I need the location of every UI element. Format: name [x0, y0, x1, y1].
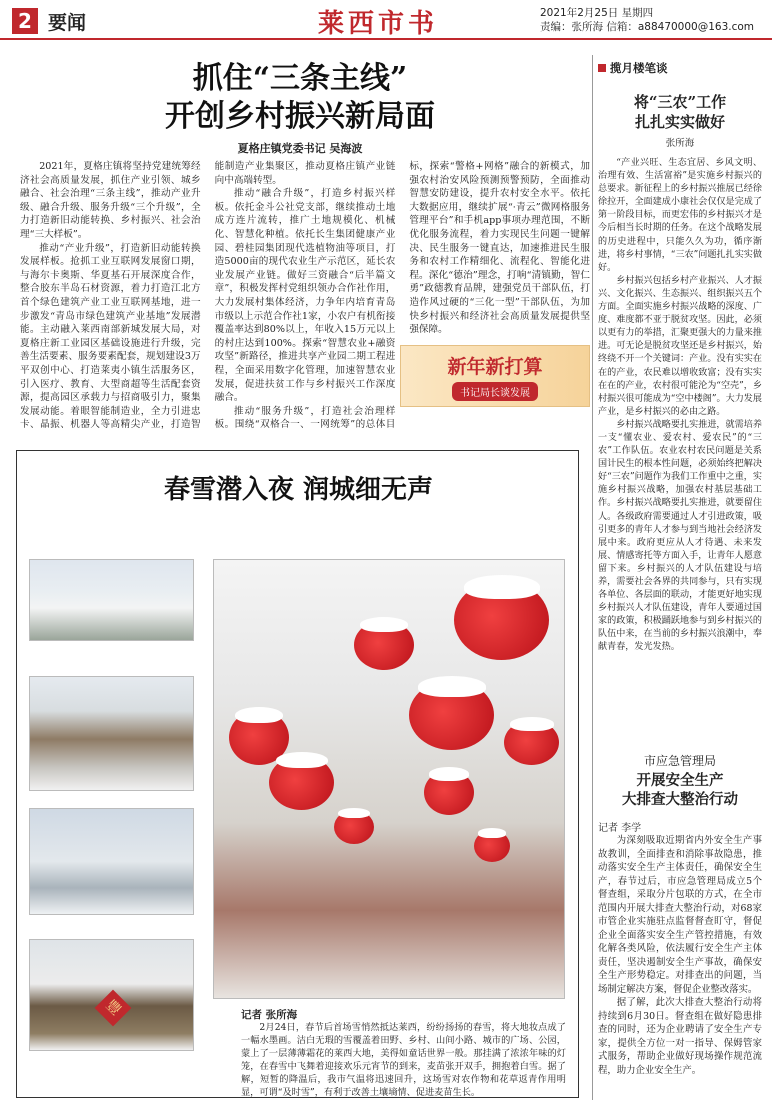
square-bullet-icon	[598, 64, 606, 72]
red-lantern	[334, 810, 374, 844]
photo-thatched-hut	[29, 939, 194, 1051]
issue-date: 2021年2月25日 星期四	[540, 7, 654, 19]
headline-line-2: 开创乡村振兴新局面	[165, 99, 435, 134]
headline-line-1: 抓住“三条主线”	[192, 61, 408, 96]
column-label: 揽月楼笔谈	[598, 60, 762, 76]
safety-kicker: 市应急管理局	[643, 754, 716, 768]
photo-caption: 2月24日，春节后首场雪悄然抵达莱西，纷纷扬扬的春雪，将大地妆点成了一幅水墨画。洁白无瑕的雪覆盖着田野、乡村、山间小路、城市的广场、公园，蒙上了一层薄薄霜花的莱西大地，美得如童话世界一般。那挂满了浓浓年味的灯笼，在春雪中飞舞着迎接欢乐元宵节的到来，麦苗张开双手，拥抱着白雪。据了解，短暂的降温后，我市气温将迅速回升，这场雪对农作物和花草返青作用明显，可谓“及时雪”，有利于改善土壤墒情、促进麦苗生长。	[241, 1022, 566, 1098]
banner-title: 新年新打算	[447, 356, 543, 378]
column-banner	[400, 345, 590, 407]
safety-title-line-2: 大排查大整治行动	[622, 791, 738, 808]
article-paragraph: 2021年，夏格庄镇将坚持党建统筹经济社会高质量发展，抓住产业引领、城乡融合、社会治理“三条主线”，推动产业升级、融合升级、服务升级“三个升级”，全力打造新旧动能转换、乡村振兴、社会治理“三大样板”。	[20, 161, 201, 240]
column-title-line-1: 将“三农”工作	[633, 93, 727, 111]
article-paragraph: 推动“服务升级”，打造社会治理样板。围绕“双格合一、一网统筹”的总体目标，探索“警格+网格”融合的新模式，加强农村治安风险预测预警预防，全面推动智慧安防建设，提升农村安全水平。依托大数据应用，继续扩展“·青云”微网格服务管理平台”和手机app事项办理范围，不断优化服务流程，着力实现民生问题一键解决、民生服务一键直达，加速推进民生服务和农村工作精细化、流程化、智能化进程。深化“德治”理念，打响“清镇勤，智仁勇”政德教育品牌，建强党员干部队伍，打造作风过硬的“三化一型”干部队伍，为加快乡村振兴和经济社会高质量发展提供坚强保障。	[214, 161, 590, 431]
issue-info	[540, 6, 754, 34]
page-number: 2	[12, 8, 38, 34]
page-header	[0, 0, 772, 40]
safety-title	[598, 771, 762, 809]
red-lantern	[454, 580, 549, 660]
photo-feature-title: 春雪潜入夜 润城细无声	[163, 475, 434, 505]
red-lantern	[424, 770, 474, 815]
safety-reporter: 记者 李学	[598, 823, 642, 834]
masthead-logo: 莱西市书	[318, 9, 439, 39]
editor-info: 责编：张所海 信箱：a88470000@163.com	[540, 21, 755, 33]
safety-paragraph: 为深刻吸取近期省内外安全生产事故教训，全面排查和消除事故隐患，推动落实安全生产主体责任，确保安全生产，春节过后，市应急管理局成立5个督查组，采取分片包联的方式，在全市范围内开展大排查大整治行动，对68家市管企业实施驻点监督督查盯守，督促企业全面落实安全生产管控措施，有效化解各类风险，依法履行安全生产主体责任，坚决遏制安全生产事故，确保安全生产形势稳定。对排查出的问题，当场制定解决方案，督促企业整改落实。	[598, 835, 762, 995]
photo-painted-wall	[29, 676, 194, 791]
safety-article	[598, 752, 762, 1077]
opinion-column	[598, 60, 762, 655]
photo-reporter: 记者 张所海	[241, 1009, 298, 1021]
column-paragraph: 乡村振兴战略要扎实推进，就需培养一支“懂农业、爱农村、爱农民”的“三农”工作队伍。农业农村农民问题是关系国计民生的根本性问题，必须始终把解决好“三农”问题作为我们工作重中之重，实施乡村振兴战略，加强农村基层基础工作。乡村振兴战略要扎实推进，就要留住人。各级政府需要通过人才引进政策，吸引更多的青年人才参与到当地社会经济发展中来。政府更应从人才待遇、未来发展、情感寄托等方面入手，让青年人愿意留下来。乡村振兴的人才队伍建设与培养，需要社会各界的共同参与，只有实现各单位、各层面的联动，才能更好地实现乡村振兴人才队伍建设，青年人要通过国家的政策，积极踊跃地参与到乡村振兴的队伍中来，在当前的乡村振兴浪潮中，奉献青春，发光发热。	[598, 419, 762, 653]
hut-sign: 豐	[95, 990, 132, 1027]
section-name: 要闻	[48, 12, 87, 34]
column-paragraph: “产业兴旺、生态宜居、乡风文明、治理有效、生活富裕”是实施乡村振兴的总要求。新征程上的乡村振兴推展已经徐徐拉开，全面建成小康社会仅仅是完成了第一阶段目标，而更宏伟的乡村振兴才是今后相当长时期的任务。在这个战略发展的历史进程中，只能久久为功，循序渐进，将乡村事情，“三农”问题扎扎实实做好。	[598, 158, 762, 273]
safety-body	[598, 834, 762, 1077]
safety-title-line-1: 开展安全生产	[636, 772, 724, 789]
column-title	[598, 92, 762, 132]
photo-red-lanterns	[213, 559, 565, 999]
red-lantern	[504, 720, 559, 765]
photo-snowy-field	[29, 559, 194, 641]
banner-subtitle: 书记局长谈发展	[452, 382, 538, 401]
main-headline	[0, 60, 600, 136]
photo-feature	[16, 450, 579, 1098]
column-paragraph: 乡村振兴包括乡村产业振兴、人才振兴、文化振兴、生态振兴、组织振兴五个方面。全面实施乡村振兴战略的深度、广度、难度都不亚于脱贫攻坚。因此，必须以更有力的举措，汇聚更强大的力量来推进。可无论是脱贫攻坚还是乡村振兴，始终绕不开一个关键词：产业。没有实实在在的产业，农民难以增收致富；没有实实在在的产业，农村很可能沦为“空壳”，乡村振兴很可能成为“空中楼阁”。大力发展产业，是乡村振兴的必由之路。	[598, 275, 762, 417]
column-title-line-2: 扎扎实实做好	[634, 113, 725, 131]
red-lantern	[409, 680, 494, 750]
photo-lakeside-pavilion	[29, 808, 194, 915]
column-divider	[592, 55, 593, 1100]
article-paragraph: 推动“融合升级”，打造乡村振兴样板。依托金斗公社党支部，继续推动土地成方连片流转，推广土地规模化、机械化、智慧化种植。依托长生集团健康产业园、碧桂园集团现代选植物油等项目，打造5000亩的现代农业生产示范区，延长农业发展产业链。做好三资融合“后半篇文章”，积极发挥村党组织领办合作社作用，大力发展村集体经济，力争年内培育青岛市级以上示范合作社1家，小农户有机衔接覆盖率达到80%以上，年收入15万元以上的村庄达到100%。探索“智慧农业+融资攻坚”新路径，推进共享产业园二期工程进程，全面采用数字化管理，加速智慧农业发展，促进扶贫工作与乡村振兴工作深度融合。	[214, 188, 396, 404]
red-lantern	[474, 830, 510, 862]
red-lantern	[269, 755, 334, 810]
safety-paragraph: 据了解，此次大排查大整治行动将持续到6月30日。督查组在做好隐患排查的同时，还为企业聘请了安全生产专家，提供全方位一对一指导、保姆管家式服务，帮助企业做好现场操作规范流程，助力企业安全生产。	[598, 997, 762, 1076]
red-lantern	[354, 620, 414, 670]
article-paragraph: 推动“产业升级”，打造新旧动能转换发展样板。抢抓工业互联网发展窗口期，与海尔卡奥斯、华夏基石开展深度合作，整合胶东半岛石材资源，着力打造江北方首个绿色建筑产业工业互联网基地，进一步激发“青岛市绿色建筑产业基地”发展潜能。主动融入莱西南部新城发展大局，对夏格庄新工业园区基础设施进行升级，完善生活要素、服务要素配套，规划建设3万平双创中心、打造莱夷小镇生活服务区，引入医疗、教育、大型商超等生活配套资源，提高园区承载力与招商吸引力，聚集发展动能。着眼智能制造业，全力引进忠卡、晶振、机器人等高精尖产业，打造智能制造产业集聚区，推动夏格庄镇产业链向中高端转型。	[20, 161, 396, 431]
column-author: 张所海	[665, 138, 695, 149]
article-byline: 夏格庄镇党委书记 吴海波	[237, 142, 363, 155]
column-body	[598, 157, 762, 655]
